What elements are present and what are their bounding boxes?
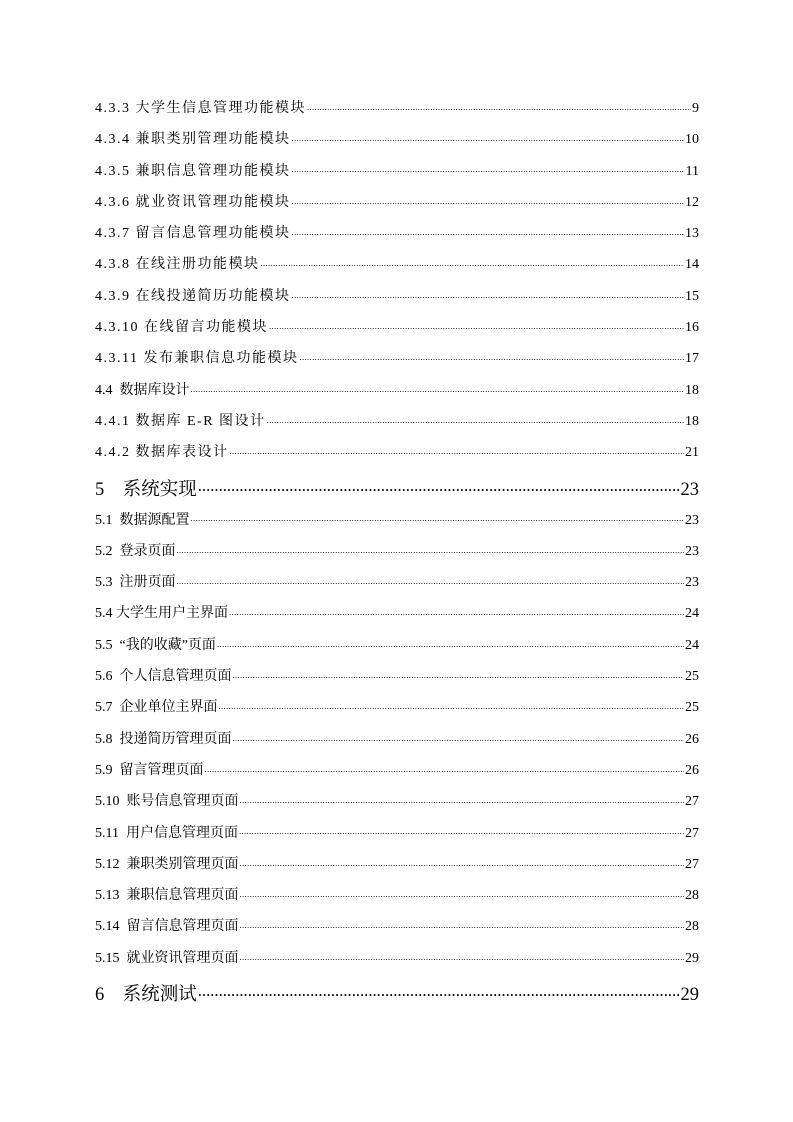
- toc-entry-title: 5.14 留言信息管理页面: [95, 919, 239, 935]
- toc-dot-leader: [191, 510, 685, 524]
- toc-entry[interactable]: [95, 253, 699, 284]
- toc-entry[interactable]: [95, 790, 699, 821]
- toc-entry[interactable]: [95, 696, 699, 727]
- toc-dot-leader: [217, 635, 684, 649]
- toc-entry[interactable]: [95, 222, 699, 253]
- toc-dot-leader: [230, 442, 685, 456]
- toc-dot-leader: [205, 760, 685, 774]
- toc-dot-leader: [240, 885, 685, 899]
- toc-entry[interactable]: [95, 441, 699, 472]
- toc-entry[interactable]: [95, 316, 699, 347]
- toc-page-number: 9: [692, 101, 699, 116]
- toc-dot-leader: [292, 192, 685, 206]
- toc-entry[interactable]: [95, 191, 699, 222]
- toc-entry[interactable]: [95, 285, 699, 316]
- toc-entry-title: 5.1 数据源配置: [95, 512, 190, 528]
- toc-entry-title: 5.3 注册页面: [95, 575, 176, 591]
- toc-dot-leader: [198, 982, 680, 1001]
- toc-dot-leader: [191, 380, 685, 394]
- toc-page-number: 11: [685, 163, 699, 179]
- toc-entry-title: 5.7 企业单位主界面: [95, 700, 218, 716]
- toc-entry-title: 4.3.10 在线留言功能模块: [95, 320, 268, 336]
- toc-page-number: 18: [685, 413, 699, 429]
- toc-page-number: 18: [685, 382, 699, 398]
- toc-dot-leader: [233, 666, 685, 680]
- toc-page-number: 21: [685, 445, 699, 461]
- toc-page-number: 26: [685, 731, 699, 747]
- toc-entry-title: 4.3.6 就业资讯管理功能模块: [95, 194, 291, 210]
- toc-dot-leader: [240, 791, 685, 805]
- toc-entry-title: 5.10 账号信息管理页面: [95, 794, 239, 810]
- toc-entry-title: 5.9 留言管理页面: [95, 762, 204, 778]
- toc-entry-title: 5.12 兼职类别管理页面: [95, 856, 239, 872]
- toc-dot-leader: [240, 854, 685, 868]
- toc-entry[interactable]: [95, 509, 699, 540]
- toc-dot-leader: [177, 572, 685, 586]
- toc-entry[interactable]: [95, 128, 699, 159]
- toc-entry-title: 4.3.9 在线投递简历功能模块: [95, 288, 291, 304]
- toc-page-number: 25: [685, 700, 699, 716]
- toc-page-number: 24: [685, 637, 699, 653]
- toc-page-number: 17: [685, 351, 699, 367]
- toc-entry[interactable]: [95, 634, 699, 665]
- toc-dot-leader: [261, 254, 685, 268]
- toc-entry-title: 4.3.4 兼职类别管理功能模块: [95, 132, 291, 148]
- toc-page-number: 25: [685, 669, 699, 685]
- toc-entry-title: 5.2 登录页面: [95, 543, 176, 559]
- toc-dot-leader: [198, 476, 680, 495]
- toc-entry[interactable]: [95, 759, 699, 790]
- toc-entry-title: 5 系统实现: [95, 479, 197, 500]
- toc-entry[interactable]: [95, 160, 699, 191]
- toc-page-number: 13: [685, 226, 699, 242]
- toc-dot-leader: [292, 161, 685, 175]
- toc-dot-leader: [299, 348, 684, 362]
- toc-page-number: 27: [685, 856, 699, 872]
- toc-entry[interactable]: [95, 540, 699, 571]
- toc-dot-leader: [240, 948, 685, 962]
- toc-entry[interactable]: [95, 822, 699, 853]
- toc-entry-title: 5.5 “我的收藏”页面: [95, 637, 216, 653]
- toc-dot-leader: [292, 129, 685, 143]
- toc-page-number: 12: [685, 194, 699, 210]
- toc-page-number: 28: [685, 888, 699, 904]
- toc-entry[interactable]: [95, 947, 699, 978]
- toc-page-number: 27: [685, 825, 699, 841]
- toc-page-number: 23: [685, 575, 699, 591]
- toc-dot-leader: [229, 603, 684, 617]
- toc-page-number: 24: [685, 606, 699, 622]
- toc-entry-title: 4.3.8 在线注册功能模块: [95, 257, 260, 273]
- toc-dot-leader: [219, 697, 685, 711]
- toc-entry-title: 5.4 大学生用户主界面: [95, 606, 228, 622]
- toc-dot-leader: [292, 286, 685, 300]
- toc-entry-title: 5.13 兼职信息管理页面: [95, 888, 239, 904]
- toc-page-number: 27: [685, 794, 699, 810]
- toc-entry[interactable]: [95, 915, 699, 946]
- toc-entry-title: 6 系统测试: [95, 985, 197, 1006]
- toc-dot-leader: [267, 411, 684, 425]
- toc-dot-leader: [307, 98, 691, 112]
- toc-entry[interactable]: [95, 665, 699, 696]
- toc-dot-leader: [177, 541, 685, 555]
- toc-page-number: 28: [685, 919, 699, 935]
- toc-entry[interactable]: [95, 571, 699, 602]
- toc-page-number: 15: [685, 288, 699, 304]
- toc-entry-title: 4.4.2 数据库表设计: [95, 445, 229, 461]
- toc-entry[interactable]: [95, 97, 699, 128]
- toc-page-number: 16: [685, 320, 699, 336]
- toc-chapter-entry[interactable]: [95, 475, 699, 509]
- toc-entry-title: 5.11 用户信息管理页面: [95, 825, 238, 841]
- toc-page-number: 29: [685, 950, 699, 966]
- toc-entry[interactable]: [95, 853, 699, 884]
- toc-entry-title: 4.3.3 大学生信息管理功能模块: [95, 101, 306, 116]
- toc-dot-leader: [269, 317, 684, 331]
- table-of-contents: [95, 97, 699, 1014]
- toc-entry[interactable]: [95, 728, 699, 759]
- toc-entry-title: 4.4 数据库设计: [95, 382, 190, 398]
- toc-entry-title: 4.3.5 兼职信息管理功能模块: [95, 163, 291, 179]
- toc-page-number: 14: [685, 257, 699, 273]
- toc-page-number: 23: [685, 512, 699, 528]
- toc-entry-title: 5.6 个人信息管理页面: [95, 669, 232, 685]
- toc-entry[interactable]: [95, 884, 699, 915]
- toc-page-number: 23: [680, 479, 699, 500]
- toc-entry[interactable]: [95, 379, 699, 410]
- toc-dot-leader: [240, 916, 685, 930]
- toc-entry-title: 4.3.11 发布兼职信息功能模块: [95, 351, 299, 367]
- toc-entry-title: 5.15 就业资讯管理页面: [95, 950, 239, 966]
- toc-dot-leader: [292, 223, 685, 237]
- toc-page-number: 29: [680, 985, 699, 1006]
- toc-page-number: 26: [685, 762, 699, 778]
- toc-entry[interactable]: [95, 410, 699, 441]
- toc-chapter-entry[interactable]: [95, 980, 699, 1014]
- toc-dot-leader: [239, 823, 684, 837]
- toc-entry-title: 4.3.7 留言信息管理功能模块: [95, 226, 291, 242]
- toc-entry[interactable]: [95, 602, 699, 633]
- toc-dot-leader: [233, 729, 685, 743]
- toc-page-number: 10: [685, 132, 699, 148]
- toc-entry[interactable]: [95, 347, 699, 378]
- toc-entry-title: 4.4.1 数据库 E-R 图设计: [95, 413, 266, 429]
- toc-page-number: 23: [685, 543, 699, 559]
- toc-entry-title: 5.8 投递简历管理页面: [95, 731, 232, 747]
